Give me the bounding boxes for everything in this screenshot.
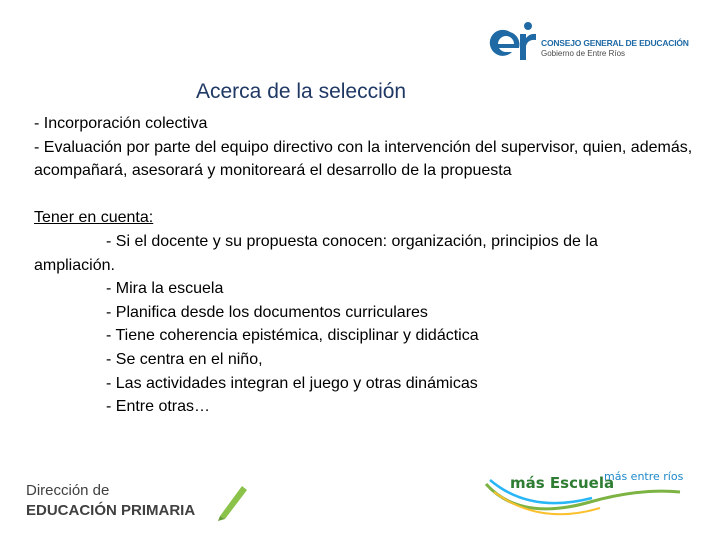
page-title: Acerca de la selección (196, 80, 407, 103)
content-body (34, 112, 694, 419)
list-item: - Entre otras… (106, 398, 211, 416)
pencil-icon (212, 482, 252, 522)
header-logo (484, 18, 712, 66)
list-item: - Tiene coherencia epistémica, disciplinar y didáctica (106, 327, 479, 345)
list-item: - Planifica desde los documentos curriculares (106, 303, 428, 321)
list-item: - Mira la escuela (106, 280, 224, 298)
spacer (34, 183, 694, 207)
footer-text-mas-escuela: más Escuela (510, 474, 615, 492)
bullet-1: - Incorporación colectiva (34, 115, 208, 132)
list-item: - Las actividades integran el juego y otras dinámicas (106, 374, 478, 392)
er-logo-icon (484, 18, 540, 66)
org-subtitle: Gobierno de Entre Ríos (541, 49, 626, 58)
list-item: - Se centra en el niño, (106, 350, 263, 368)
list-item-first-cont: ampliación. (34, 256, 115, 274)
footer-logo-primaria (26, 482, 256, 527)
list-item-first: - Si el docente y su propuesta conocen: organización, principios de la (106, 232, 598, 250)
footer-text-mas-entre-rios: más entre ríos (604, 470, 684, 483)
footer-line2: EDUCACIÓN PRIMARIA (26, 502, 196, 519)
footer-line1: Dirección de (26, 482, 110, 499)
footer-logo-mas-escuela (480, 462, 708, 526)
bullet-2: - Evaluación por parte del equipo directivo con la intervención del supervisor, quien, además, acompañará, asesorará y monitoreará el desarrollo de la propuesta (34, 138, 693, 180)
section-heading: Tener en cuenta: (34, 209, 154, 227)
org-name: CONSEJO GENERAL DE EDUCACIÓN (541, 38, 689, 48)
